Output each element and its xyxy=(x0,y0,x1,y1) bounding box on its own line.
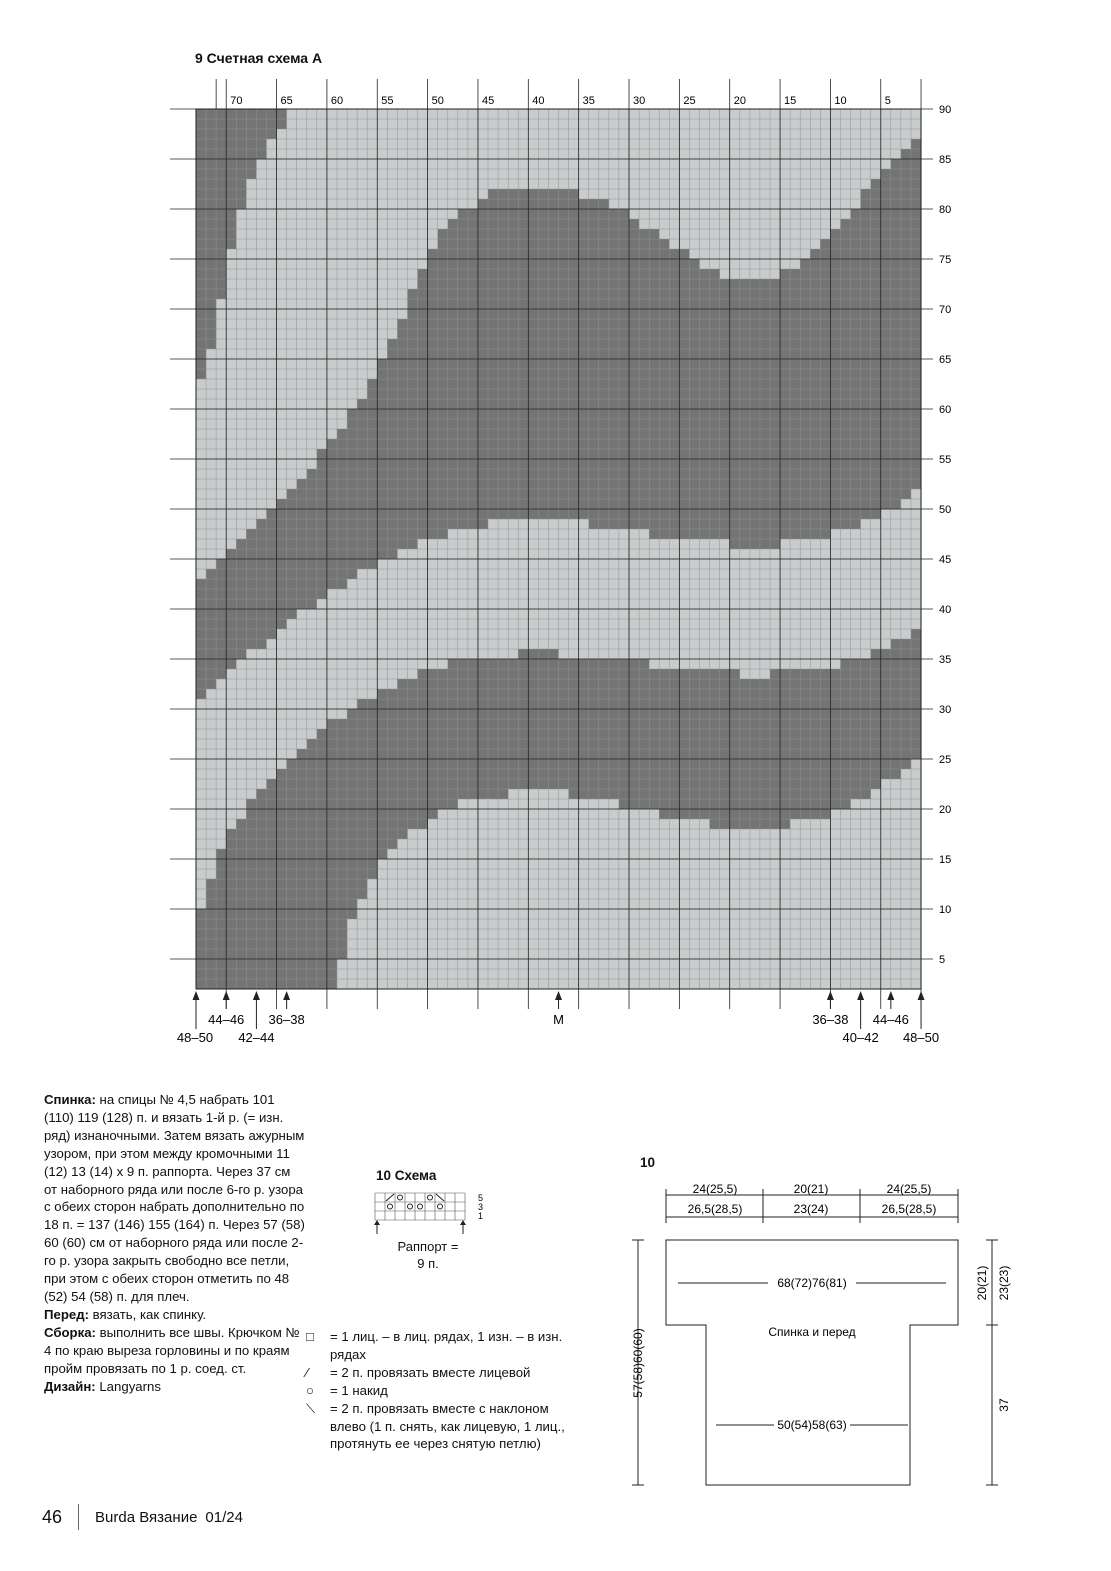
pattern-run xyxy=(196,259,226,269)
yarn-over-mark xyxy=(428,1195,433,1200)
legend-item xyxy=(306,1400,566,1454)
lower-width: 50(54)58(63) xyxy=(777,1418,847,1432)
legend-text: = 1 накид xyxy=(330,1382,388,1398)
pattern-run xyxy=(246,799,457,809)
column-label: 35 xyxy=(582,95,595,107)
issue-number: 01/24 xyxy=(205,1508,243,1526)
center-label: M xyxy=(553,1012,564,1027)
pattern-run xyxy=(911,629,921,639)
legend-text: = 2 п. провязать вместе лицевой xyxy=(330,1364,531,1380)
size-arrow-head xyxy=(857,991,864,1000)
pattern-run xyxy=(810,249,921,259)
row-label: 85 xyxy=(939,154,952,166)
pattern-run xyxy=(206,569,357,579)
symbol-legend xyxy=(306,1328,566,1453)
size-arrow-head xyxy=(253,991,260,1000)
size-arrow-head xyxy=(827,991,834,1000)
pattern-run xyxy=(196,199,246,209)
pattern-run xyxy=(871,179,921,189)
pattern-run xyxy=(196,349,206,359)
top-left-width-2: 26,5(28,5) xyxy=(687,1202,743,1216)
column-label: 50 xyxy=(431,95,444,107)
yarn-over-mark xyxy=(388,1204,393,1209)
k2tog-mark xyxy=(386,1194,394,1201)
row-label: 60 xyxy=(939,404,952,416)
pattern-run xyxy=(327,439,921,449)
pattern-run xyxy=(256,789,508,799)
column-label: 65 xyxy=(280,95,293,107)
pattern-run xyxy=(367,389,921,399)
pattern-run xyxy=(196,649,246,659)
garment-schematic xyxy=(620,1175,1040,1495)
size-label-44-46-right: 44–46 xyxy=(872,1012,909,1027)
row-label: 50 xyxy=(939,504,952,516)
size-label-40-42: 40–42 xyxy=(842,1030,879,1045)
page-number: 46 xyxy=(42,1506,63,1527)
scheme-row-5: 5 xyxy=(478,1193,484,1203)
row-label: 20 xyxy=(939,804,952,816)
size-label-36-38-right: 36–38 xyxy=(812,1012,849,1027)
pattern-run xyxy=(196,249,226,259)
column-label: 55 xyxy=(381,95,394,107)
pattern-run xyxy=(196,119,287,129)
repeat-label xyxy=(373,1238,483,1272)
pattern-run xyxy=(347,419,921,429)
column-label: 5 xyxy=(884,95,891,107)
size-arrow-head xyxy=(887,991,894,1000)
pattern-run xyxy=(488,189,579,199)
pattern-run xyxy=(770,669,921,679)
scheme-row-1: 1 xyxy=(478,1211,484,1221)
skp-symbol-icon: ⟍ xyxy=(306,1400,316,1416)
lower-height: 37 xyxy=(997,1398,1011,1412)
yarn-over-mark xyxy=(398,1195,403,1200)
row-label: 80 xyxy=(939,204,952,216)
pattern-run xyxy=(851,209,921,219)
pattern-run xyxy=(196,359,206,369)
design-text: Langyarns xyxy=(95,1378,161,1394)
pattern-run xyxy=(196,639,266,649)
pattern-run xyxy=(830,229,921,239)
yarn-over-mark xyxy=(408,1204,413,1209)
pattern-run xyxy=(196,949,347,959)
pattern-run xyxy=(659,809,830,819)
row-label: 30 xyxy=(939,704,952,716)
legend-item xyxy=(306,1382,566,1400)
design-heading: Дизайн: xyxy=(44,1378,96,1394)
armhole-height-1: 20(21) xyxy=(975,1265,989,1301)
skp-mark xyxy=(436,1194,444,1201)
size-arrow-head xyxy=(223,991,230,1000)
row-label: 90 xyxy=(939,104,952,116)
page-footer xyxy=(42,1504,243,1530)
column-label: 45 xyxy=(481,95,495,107)
lace-grid xyxy=(374,1193,466,1234)
yarn-over-symbol-icon: ○ xyxy=(306,1382,314,1398)
pattern-run xyxy=(266,509,880,519)
pattern-run xyxy=(891,639,921,649)
pattern-run xyxy=(196,189,246,199)
pattern-run xyxy=(327,719,921,729)
repeat-arrows xyxy=(374,1220,466,1225)
lace-scheme xyxy=(365,1188,495,1238)
back-text: на спицы № 4,5 набрать 101 (110) 119 (128) п. и вязать 1-й р. (= изн. ряд) изнаночными. Затем вязать ажурным узором, при этом между кромочными 11 (12) 13 (14) х 9 п. раппорта. Через 37 см от наборного ряда или после 6-го р. узора с обеих сторон набрать дополнительно по 18 п. = 137 (146) 155 (164) п. Через 57 (58) 60 (60) см от наборного ряда или после 2-го р. узора закрыть свободно все петли, при этом с обеих сторон отметить по 48 (52) 54 (58) п. для плеч. xyxy=(44,1092,305,1304)
pattern-run xyxy=(407,289,921,299)
row-label: 25 xyxy=(939,754,952,766)
pattern-run xyxy=(226,839,397,849)
pattern-run xyxy=(307,469,921,479)
pattern-run xyxy=(236,819,427,829)
size-label-48-50-right: 48–50 xyxy=(902,1030,940,1045)
center-arrow-head xyxy=(555,991,562,1000)
pattern-run xyxy=(196,579,347,589)
pattern-run xyxy=(266,779,880,789)
pattern-run xyxy=(196,149,266,159)
pattern-run xyxy=(196,929,347,939)
pattern-run xyxy=(891,159,921,169)
column-label: 30 xyxy=(633,95,646,107)
pattern-run xyxy=(387,349,921,359)
knit-symbol-icon: □ xyxy=(306,1329,314,1344)
row-label: 70 xyxy=(939,304,952,316)
row-label: 65 xyxy=(939,354,952,366)
pattern-run xyxy=(196,939,347,949)
legend-text: = 1 лиц. – в лиц. рядах, 1 изн. – в изн. рядах xyxy=(330,1329,563,1362)
pattern-run xyxy=(458,209,629,219)
scheme10-title: 10 Схема xyxy=(376,1168,437,1183)
top-left-width-1: 24(25,5) xyxy=(692,1182,738,1196)
column-label: 25 xyxy=(683,95,696,107)
pattern-run xyxy=(196,669,226,679)
pattern-run xyxy=(196,619,287,629)
pattern-run xyxy=(196,689,206,699)
pattern-run xyxy=(206,899,357,909)
column-label: 40 xyxy=(532,95,545,107)
k2tog-symbol-icon: ⁄ xyxy=(306,1364,309,1380)
yarn-over-mark xyxy=(418,1204,423,1209)
pattern-run xyxy=(871,649,921,659)
pattern-run xyxy=(407,299,921,309)
piece-label: Спинка и перед xyxy=(768,1325,856,1339)
pattern-run xyxy=(307,739,921,749)
pattern-run xyxy=(428,259,700,269)
row-label: 10 xyxy=(939,904,952,916)
pattern-run xyxy=(589,519,861,529)
total-height: 57(58)60(60) xyxy=(631,1328,645,1398)
pattern-run xyxy=(246,809,437,819)
schematic-number: 10 xyxy=(640,1155,656,1170)
top-right-width-1: 24(25,5) xyxy=(886,1182,932,1196)
size-label-36-38: 36–38 xyxy=(268,1012,305,1027)
pattern-run xyxy=(216,849,387,859)
row-label: 55 xyxy=(939,454,952,466)
pattern-run xyxy=(196,139,266,149)
pattern-run xyxy=(448,219,639,229)
size-arrow-head xyxy=(918,991,925,1000)
row-label: 5 xyxy=(939,954,946,966)
pattern-run xyxy=(196,279,226,289)
row-label: 40 xyxy=(939,604,952,616)
pattern-run xyxy=(196,369,206,379)
instructions xyxy=(44,1091,306,1395)
footer-divider xyxy=(78,1504,79,1530)
pattern-run xyxy=(196,589,327,599)
legend-item xyxy=(306,1364,566,1382)
column-label: 10 xyxy=(834,95,847,107)
pattern-run xyxy=(387,339,921,349)
knitting-chart xyxy=(160,70,960,1070)
yarn-over-mark xyxy=(438,1204,443,1209)
pattern-run xyxy=(438,239,670,249)
chart-title: 9 Счетная схема А xyxy=(195,50,323,66)
size-arrow-head xyxy=(193,991,200,1000)
top-mid-width-1: 20(21) xyxy=(793,1182,829,1196)
top-mid-width-2: 23(24) xyxy=(793,1202,829,1216)
column-label: 15 xyxy=(784,95,797,107)
assembly-text: выполнить все швы. Крючком № 4 по краю выреза горловины и по краям пройм провязать по 1 р. соед. ст. xyxy=(44,1324,300,1376)
pattern-run xyxy=(911,139,921,149)
legend-text: = 2 п. провязать вместе с наклоном влево (1 п. снять, как лицевую, 1 лиц., протянуть ее через снятую петлю) xyxy=(330,1400,565,1452)
front-text: вязать, как спинку. xyxy=(88,1306,207,1322)
size-label-42-44: 42–44 xyxy=(238,1030,275,1045)
repeat-bracket xyxy=(377,1222,463,1234)
assembly-heading: Сборка: xyxy=(44,1324,96,1340)
pattern-run xyxy=(196,289,226,299)
repeat-line-2: 9 п. xyxy=(417,1256,439,1271)
repeat-line-1: Раппорт = xyxy=(397,1239,459,1254)
pattern-run xyxy=(347,409,921,419)
size-arrow-head xyxy=(283,991,290,1000)
lace-grid-lines xyxy=(375,1193,465,1220)
pattern-run xyxy=(256,519,488,529)
pattern-run xyxy=(347,709,921,719)
pattern-run xyxy=(730,539,780,549)
magazine-name: Burda Вязание xyxy=(95,1508,198,1526)
pattern-run xyxy=(478,199,609,209)
pattern-run xyxy=(196,919,347,929)
legend-item xyxy=(306,1328,566,1364)
pattern-run xyxy=(196,269,226,279)
pattern-run xyxy=(407,309,921,319)
row-label: 35 xyxy=(939,654,952,666)
pattern-run xyxy=(619,799,851,809)
column-label: 70 xyxy=(230,95,243,107)
armhole-height-2: 23(23) xyxy=(997,1265,1011,1301)
row-label: 15 xyxy=(939,854,952,866)
pattern-run xyxy=(196,179,246,189)
pattern-run xyxy=(196,109,287,119)
size-label-48-50: 48–50 xyxy=(176,1030,214,1045)
pattern-run xyxy=(226,549,397,559)
size-label-44-46: 44–46 xyxy=(208,1012,245,1027)
front-heading: Перед: xyxy=(44,1306,89,1322)
column-label: 60 xyxy=(330,95,344,107)
upper-width: 68(72)76(81) xyxy=(777,1276,847,1290)
top-right-width-2: 26,5(28,5) xyxy=(881,1202,937,1216)
pattern-run xyxy=(367,379,921,389)
scheme-row-3: 3 xyxy=(478,1202,484,1212)
row-label: 45 xyxy=(939,554,952,566)
column-label: 20 xyxy=(733,95,746,107)
back-heading: Спинка: xyxy=(44,1092,96,1107)
row-label: 75 xyxy=(939,254,952,266)
